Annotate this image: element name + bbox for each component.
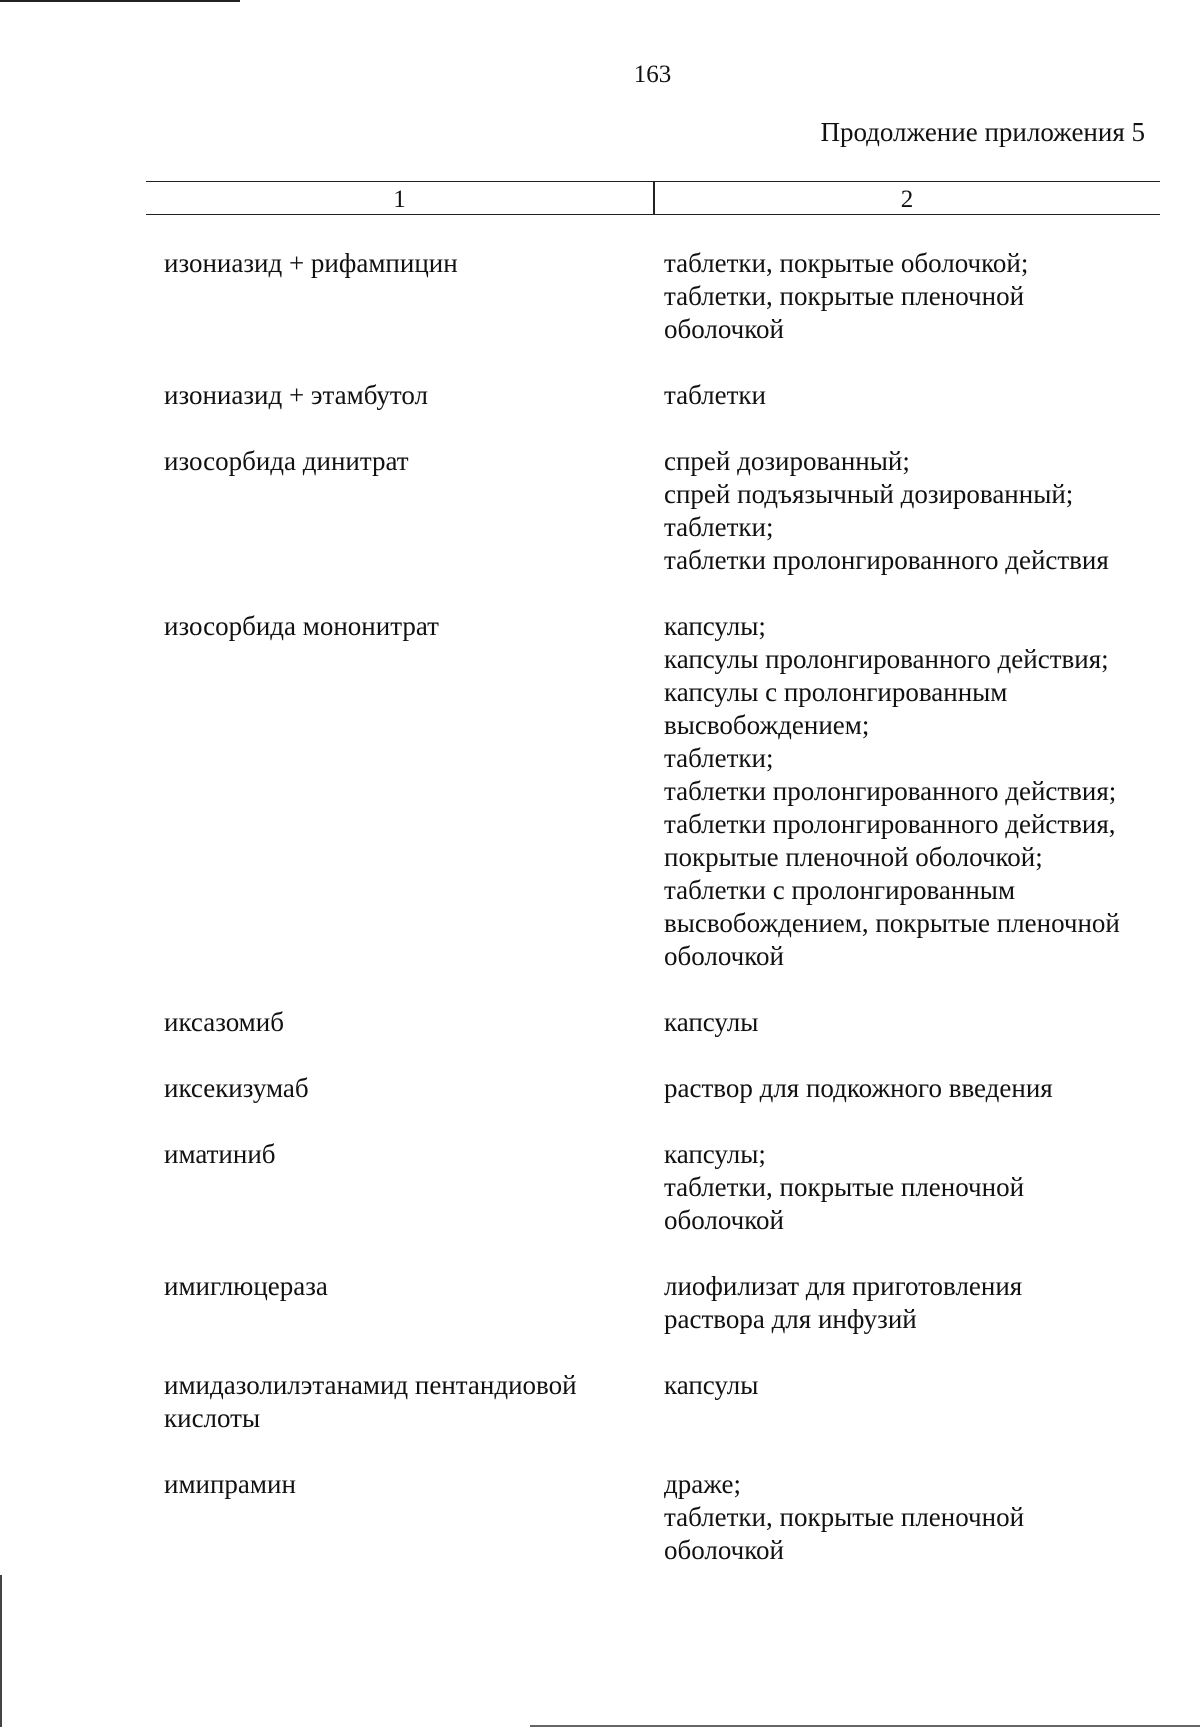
dosage-forms	[664, 1270, 1174, 1336]
drug-name-line: иксекизумаб	[164, 1073, 309, 1103]
dosage-form-line: таблетки пролонгированного действия;	[664, 776, 1117, 806]
dosage-form-line: таблетки, покрытые пленочной	[664, 281, 1025, 311]
table-row	[0, 1138, 1200, 1237]
dosage-form-line: капсулы с пролонгированным	[664, 677, 1008, 707]
drug-name-line: изониазид + рифампицин	[164, 248, 458, 278]
dosage-form-line: таблетки пролонгированного действия,	[664, 809, 1116, 839]
table-row	[0, 247, 1200, 346]
dosage-form-line: раствора для инфузий	[664, 1304, 917, 1334]
dosage-form-line: таблетки с пролонгированным	[664, 875, 1016, 905]
dosage-form-line: спрей подъязычный дозированный;	[664, 479, 1074, 509]
column-header-1: 1	[393, 186, 406, 213]
dosage-form-line: капсулы;	[664, 611, 766, 641]
drug-name	[0, 1468, 664, 1567]
dosage-form-line: оболочкой	[664, 314, 784, 344]
drug-name	[0, 1270, 664, 1336]
scan-edge-top	[0, 0, 240, 2]
dosage-forms	[664, 445, 1174, 577]
dosage-form-line: оболочкой	[664, 1535, 784, 1565]
table-row	[0, 1369, 1200, 1435]
dosage-forms	[664, 1369, 1174, 1435]
drug-name-line: изониазид + этамбутол	[164, 380, 428, 410]
drug-name	[0, 1369, 664, 1435]
drug-name-line: изосорбида динитрат	[164, 446, 409, 476]
table-row	[0, 610, 1200, 973]
table-row	[0, 379, 1200, 412]
drug-name-line: кислоты	[164, 1403, 261, 1433]
drug-name-line: изосорбида мононитрат	[164, 611, 439, 641]
drug-name	[0, 379, 664, 412]
appendix-note: Продолжение приложения 5	[820, 117, 1145, 147]
dosage-form-line: таблетки пролонгированного действия	[664, 545, 1109, 575]
drug-name	[0, 445, 664, 577]
drug-name	[0, 1072, 664, 1105]
drug-name	[0, 610, 664, 973]
table-row	[0, 445, 1200, 577]
dosage-forms	[664, 1468, 1174, 1567]
dosage-form-line: спрей дозированный;	[664, 446, 910, 476]
drug-name-line: иматиниб	[164, 1139, 276, 1169]
dosage-form-line: раствор для подкожного введения	[664, 1073, 1053, 1103]
dosage-form-line: капсулы	[664, 1370, 759, 1400]
dosage-form-line: таблетки, покрытые пленочной	[664, 1502, 1025, 1532]
drug-name	[0, 1006, 664, 1039]
dosage-form-line: капсулы	[664, 1007, 759, 1037]
drug-name-line: имипрамин	[164, 1469, 296, 1499]
table-row	[0, 1270, 1200, 1336]
page-number: 163	[633, 61, 672, 88]
dosage-form-line: капсулы;	[664, 1139, 766, 1169]
dosage-forms	[664, 1006, 1174, 1039]
table-header	[146, 181, 1160, 215]
dosage-form-line: высвобождением;	[664, 710, 870, 740]
dosage-form-line: таблетки	[664, 380, 767, 410]
dosage-forms	[664, 379, 1174, 412]
dosage-forms	[664, 610, 1174, 973]
dosage-form-line: оболочкой	[664, 941, 784, 971]
table-row	[0, 1468, 1200, 1567]
drug-name-line: имиглюцераза	[164, 1271, 328, 1301]
dosage-form-line: покрытые пленочной оболочкой;	[664, 842, 1043, 872]
column-header-2: 2	[900, 186, 914, 213]
dosage-form-line: оболочкой	[664, 1205, 784, 1235]
table-row	[0, 1006, 1200, 1039]
drug-name	[0, 247, 664, 346]
dosage-forms	[664, 1072, 1174, 1105]
dosage-form-line: капсулы пролонгированного действия;	[664, 644, 1109, 674]
drug-name-line: имидазолилэтанамид пентандиовой	[164, 1370, 577, 1400]
dosage-form-line: высвобождением, покрытые пленочной	[664, 908, 1120, 938]
dosage-form-line: таблетки, покрытые оболочкой;	[664, 248, 1029, 278]
dosage-form-line: таблетки, покрытые пленочной	[664, 1172, 1025, 1202]
dosage-forms	[664, 247, 1174, 346]
table-row	[0, 1072, 1200, 1105]
drug-name	[0, 1138, 664, 1237]
dosage-forms	[664, 1138, 1174, 1237]
table-body	[0, 247, 1200, 1600]
dosage-form-line: лиофилизат для приготовления	[664, 1271, 1023, 1301]
dosage-form-line: таблетки;	[664, 512, 774, 542]
dosage-form-line: таблетки;	[664, 743, 774, 773]
drug-name-line: иксазомиб	[164, 1007, 284, 1037]
dosage-form-line: драже;	[664, 1469, 742, 1499]
